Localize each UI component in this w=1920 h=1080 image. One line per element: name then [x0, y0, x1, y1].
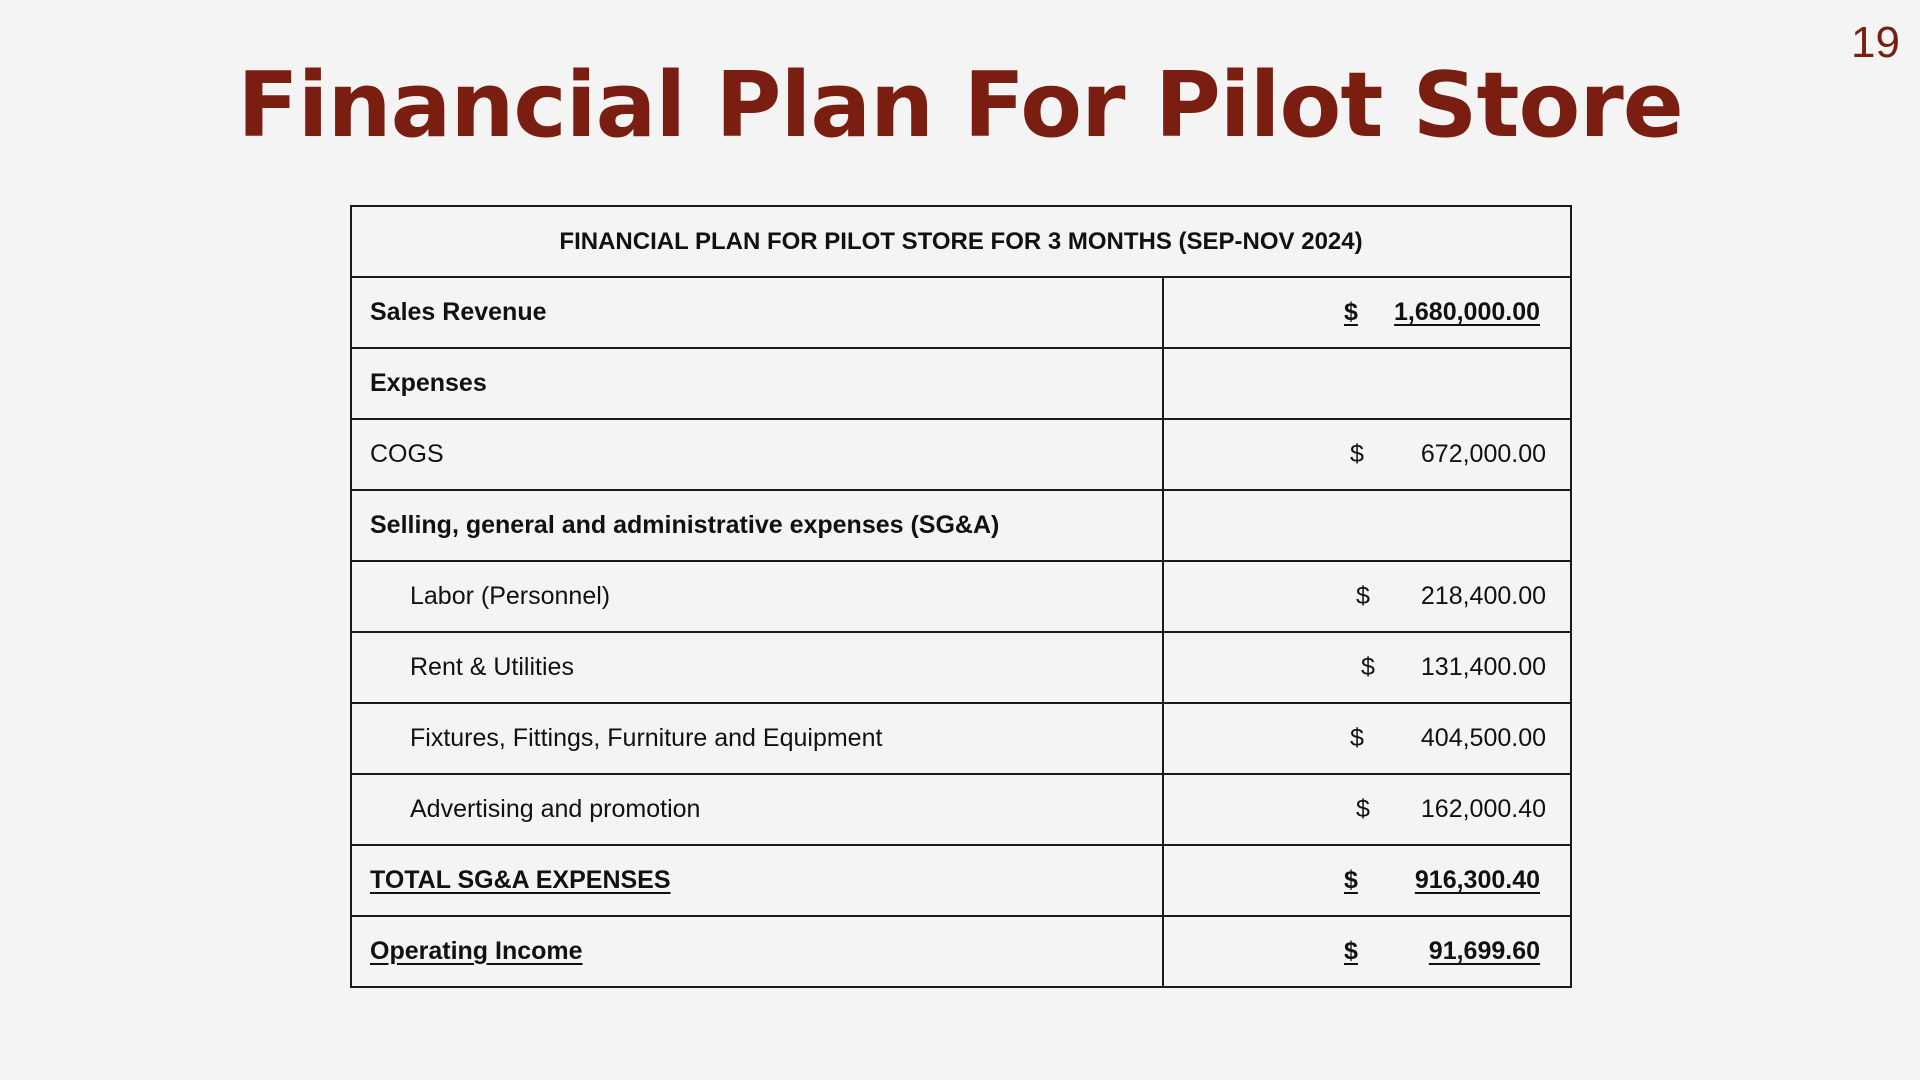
- currency-symbol: $: [1356, 582, 1370, 610]
- row-label-total-sga: TOTAL SG&A EXPENSES: [351, 845, 1163, 916]
- row-value-operating-income: [1163, 916, 1571, 987]
- table-row: [351, 277, 1571, 348]
- amount: 404,500.00: [1420, 724, 1547, 752]
- row-value-cogs: [1163, 419, 1571, 490]
- currency-symbol: $: [1344, 866, 1358, 894]
- row-value-fixtures: [1163, 703, 1571, 774]
- table-row: [351, 703, 1571, 774]
- currency-symbol: $: [1350, 724, 1364, 752]
- row-value-total-sga: [1163, 845, 1571, 916]
- table-row: [351, 632, 1571, 703]
- table-header: FINANCIAL PLAN FOR PILOT STORE FOR 3 MONTHS (SEP-NOV 2024): [351, 206, 1571, 277]
- currency-symbol: $: [1350, 440, 1364, 468]
- table-row: [351, 774, 1571, 845]
- row-label-rent-utilities: Rent & Utilities: [351, 632, 1163, 703]
- table-header-row: [351, 206, 1571, 277]
- table-row: [351, 561, 1571, 632]
- amount: 916,300.40: [1414, 866, 1541, 894]
- row-label-sales-revenue: Sales Revenue: [351, 277, 1163, 348]
- row-value-labor: [1163, 561, 1571, 632]
- slide-title: Financial Plan For Pilot Store: [237, 53, 1683, 158]
- row-value-empty: [1163, 490, 1571, 561]
- table-row: [351, 419, 1571, 490]
- table-row: [351, 348, 1571, 419]
- amount: 672,000.00: [1420, 440, 1547, 468]
- row-value-rent-utilities: [1163, 632, 1571, 703]
- row-label-expenses: Expenses: [351, 348, 1163, 419]
- table-row: [351, 490, 1571, 561]
- currency-symbol: $: [1344, 298, 1358, 326]
- financial-plan-table: [350, 205, 1572, 988]
- row-value-advertising: [1163, 774, 1571, 845]
- row-label-labor: Labor (Personnel): [351, 561, 1163, 632]
- row-label-sga: Selling, general and administrative expenses (SG&A): [351, 490, 1163, 561]
- amount: 1,680,000.00: [1394, 298, 1541, 326]
- currency-symbol: $: [1344, 937, 1358, 965]
- amount: 131,400.00: [1420, 653, 1547, 681]
- row-value-sales-revenue: [1163, 277, 1571, 348]
- row-label-advertising: Advertising and promotion: [351, 774, 1163, 845]
- row-label-fixtures: Fixtures, Fittings, Furniture and Equipment: [351, 703, 1163, 774]
- table-row: [351, 845, 1571, 916]
- amount: 218,400.00: [1420, 582, 1547, 610]
- table-row: [351, 916, 1571, 987]
- page-number: 19: [1851, 18, 1900, 67]
- amount: 91,699.60: [1428, 937, 1541, 965]
- amount: 162,000.40: [1420, 795, 1547, 823]
- currency-symbol: $: [1361, 653, 1375, 681]
- row-label-operating-income: Operating Income: [351, 916, 1163, 987]
- currency-symbol: $: [1356, 795, 1370, 823]
- row-value-empty: [1163, 348, 1571, 419]
- row-label-cogs: COGS: [351, 419, 1163, 490]
